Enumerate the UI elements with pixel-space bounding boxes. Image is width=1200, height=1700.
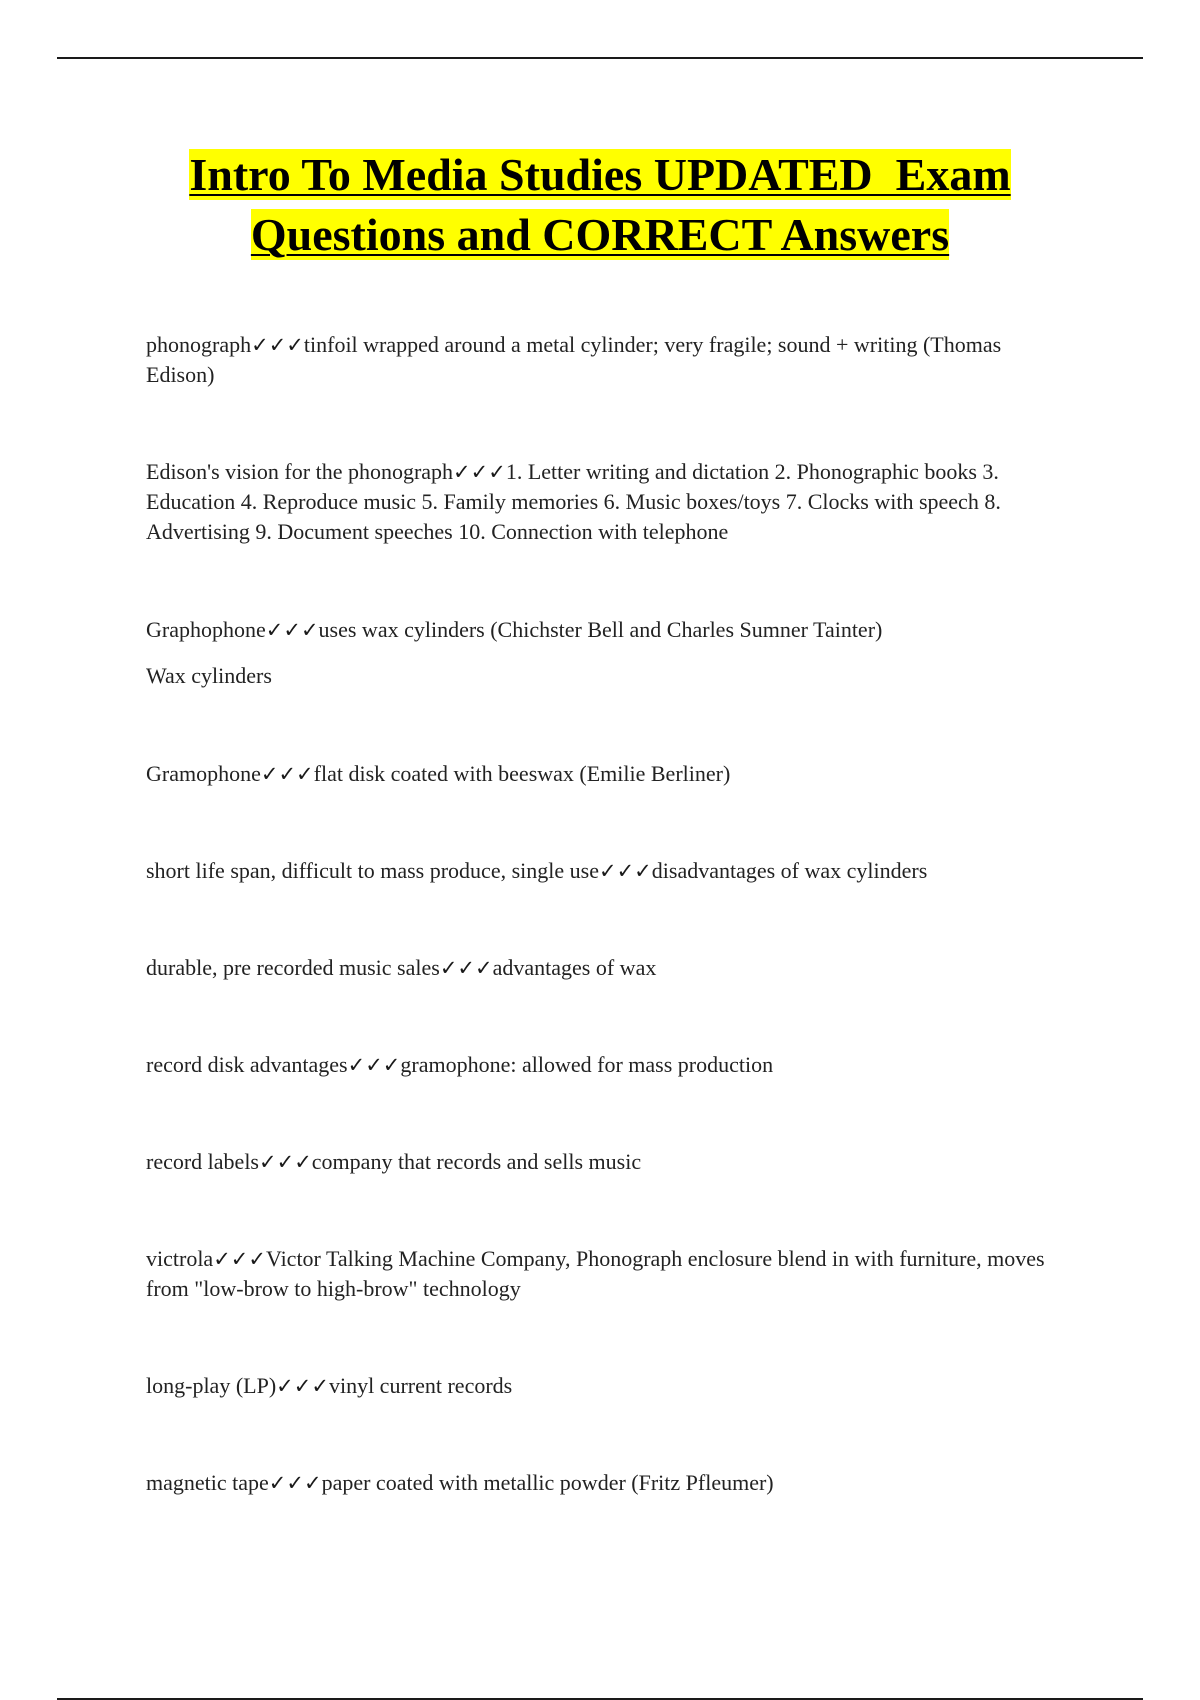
checkmarks-icon: ✓✓✓ (268, 1471, 322, 1495)
entry-definition: Wax cylinders (146, 663, 272, 688)
checkmarks-icon: ✓✓✓ (453, 460, 506, 484)
entry-term: record labels (146, 1149, 259, 1174)
entry-definition: flat disk coated with beeswax (Emilie Berliner) (313, 761, 731, 786)
entry-definition: advantages of wax (492, 955, 657, 980)
entry-definition: Victor Talking Machine Company, Phonograph enclosure blend in with furniture, moves from "low-brow to high-brow" technology (146, 1246, 1045, 1301)
qa-entry-gramophone (146, 759, 1051, 789)
checkmarks-icon: ✓✓✓ (276, 1374, 329, 1398)
entry-term: phonograph (146, 332, 252, 357)
qa-entry-victrola (146, 1244, 1051, 1304)
checkmarks-icon: ✓✓✓ (347, 1053, 401, 1077)
qa-entry-phonograph (146, 330, 1051, 390)
entry-definition: 1. Letter writing and dictation 2. Phonographic books 3. Education 4. Reproduce music 5. Family memories 6. Music boxes/toys 7. Clocks with speech 8. Advertising 9. Document speeches 10. Connection with telephone (146, 459, 1001, 544)
title-line-2: Questions and CORRECT Answers (250, 209, 950, 260)
qa-entry-long-play (146, 1371, 1051, 1401)
checkmarks-icon: ✓✓✓ (439, 956, 493, 980)
checkmarks-icon: ✓✓✓ (598, 859, 652, 883)
checkmarks-icon: ✓✓✓ (265, 618, 319, 642)
qa-entry-edison-vision (146, 457, 1051, 547)
entry-definition: disadvantages of wax cylinders (651, 858, 928, 883)
entry-definition: vinyl current records (328, 1373, 513, 1398)
document-title (100, 145, 1100, 265)
entry-definition: tinfoil wrapped around a metal cylinder; very fragile; sound + writing (Thomas Edison) (146, 332, 1002, 387)
entry-term: Edison's vision for the phonograph (146, 459, 454, 484)
entry-definition: uses wax cylinders (Chichster Bell and Charles Sumner Tainter) (318, 617, 883, 642)
checkmarks-icon: ✓✓✓ (259, 1150, 312, 1174)
entry-term: Graphophone (146, 617, 266, 642)
entry-term: Gramophone (146, 761, 261, 786)
qa-entry-wax-cylinders (146, 661, 1051, 691)
entry-term: short life span, difficult to mass produce, single use (146, 858, 599, 883)
title-line-1: Intro To Media Studies UPDATED Exam (189, 149, 1011, 200)
qa-entry-record-labels (146, 1147, 1051, 1177)
entry-definition: gramophone: allowed for mass production (400, 1052, 774, 1077)
checkmarks-icon: ✓✓✓ (251, 333, 304, 357)
entry-definition: company that records and sells music (311, 1149, 642, 1174)
qa-entry-record-disk (146, 1050, 1051, 1080)
entry-term: magnetic tape (146, 1470, 269, 1495)
checkmarks-icon: ✓✓✓ (260, 762, 314, 786)
qa-entry-magnetic-tape (146, 1468, 1051, 1498)
checkmarks-icon: ✓✓✓ (213, 1247, 266, 1271)
entry-term: record disk advantages (146, 1052, 348, 1077)
entry-definition: paper coated with metallic powder (Fritz Pfleumer) (321, 1470, 774, 1495)
header-rule (57, 57, 1143, 59)
qa-entry-graphophone (146, 615, 1051, 645)
qa-entry-wax-disadvantages (146, 856, 1051, 886)
entry-term: long-play (LP) (146, 1373, 277, 1398)
qa-entry-wax-advantages (146, 953, 1051, 983)
entry-term: durable, pre recorded music sales (146, 955, 440, 980)
entry-term: victrola (146, 1246, 214, 1271)
